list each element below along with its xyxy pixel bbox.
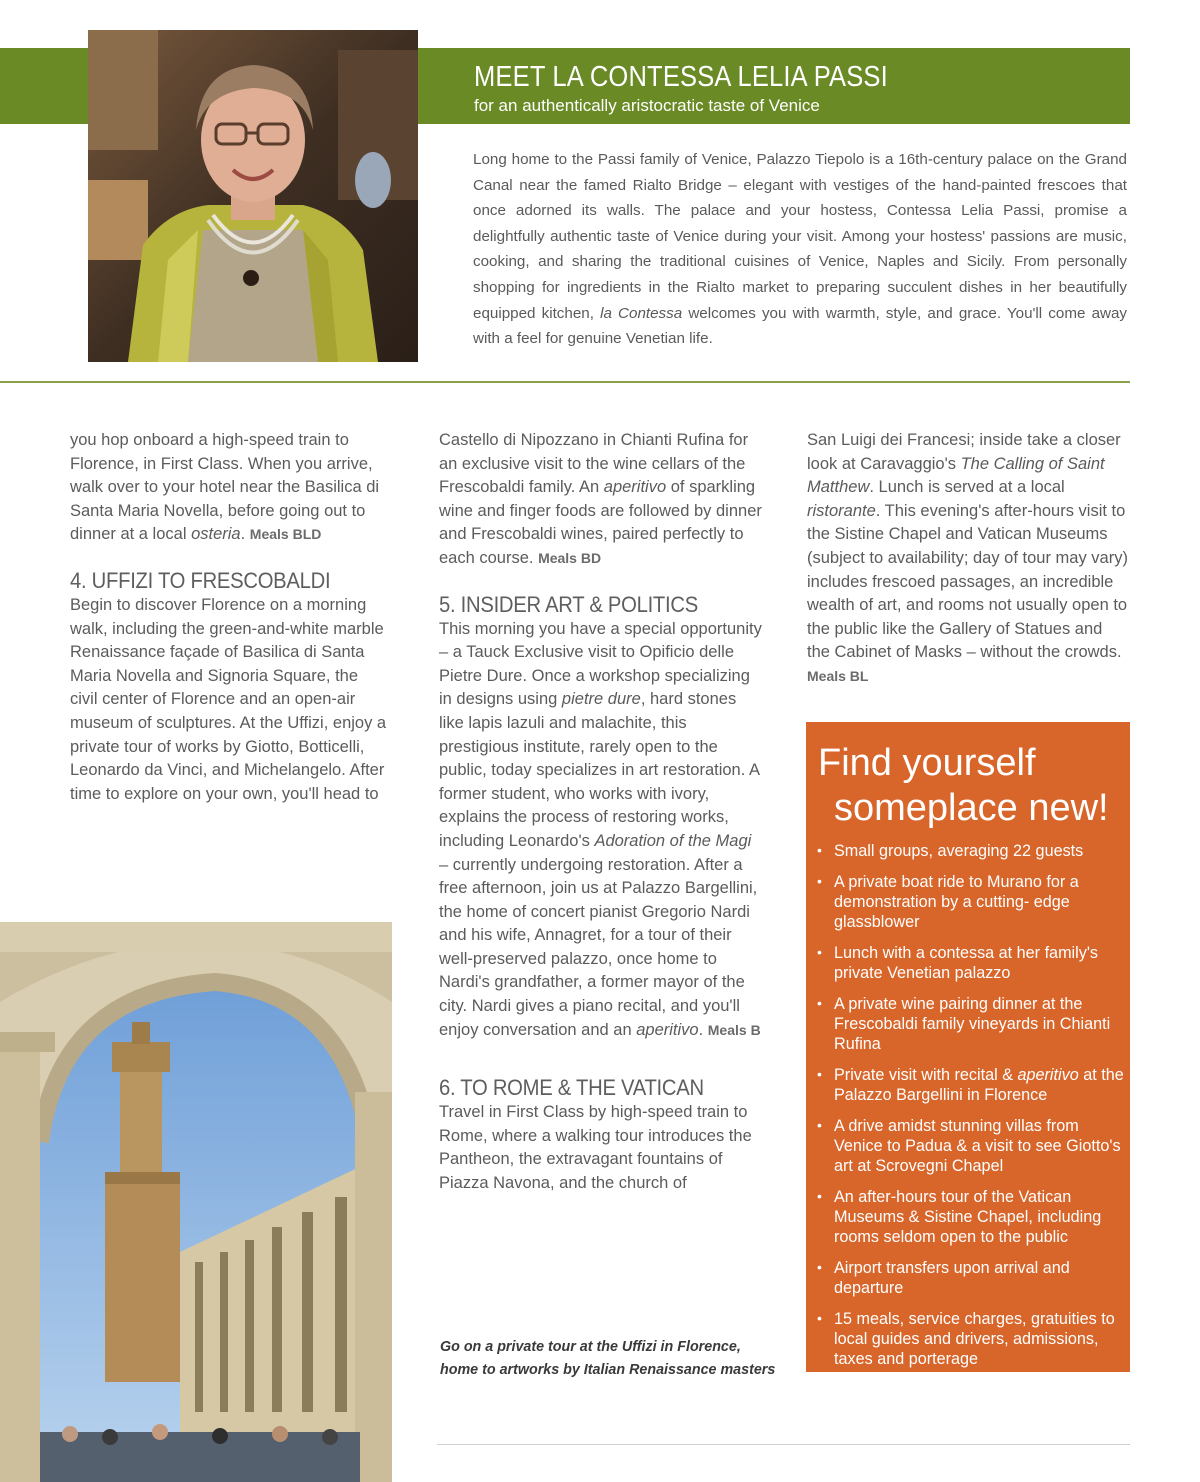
text: . [240, 525, 250, 544]
highlights-box [806, 722, 1130, 1372]
highlight-item: • Airport transfers upon arrival and departure [817, 1258, 1127, 1298]
emphasis: aperitivo [603, 478, 667, 497]
highlight-item: • A drive amidst stunning villas from Venice to Padua & a visit to see Giotto's art at Scrovegni Chapel [817, 1116, 1127, 1176]
text: Private visit with recital & [834, 1066, 1018, 1084]
section-title: MEET LA CONTESSA LELIA PASSI [474, 61, 888, 93]
text: Castello di Nipozzano in Chianti Rufina for an exclusive visit to the wine cellars of the Frescobaldi family. An [439, 431, 749, 497]
footer-divider [437, 1444, 1130, 1445]
caption-line-1: Go on a private tour at the Uffizi in Florence, [440, 1339, 741, 1355]
emphasis: ristorante [807, 501, 876, 520]
photo-caption [440, 1336, 780, 1382]
emphasis: The Calling of Saint Matthew [807, 454, 1105, 497]
highlights-title-line-2: someplace new! [834, 787, 1109, 829]
highlight-item: • 15 meals, service charges, gratuities to local guides and drivers, admissions, taxes and porterage [817, 1309, 1127, 1369]
highlight-item [817, 1065, 1127, 1105]
column-3 [807, 429, 1129, 689]
meals-label: Meals BL [807, 667, 869, 684]
text: . Lunch is served at a local [869, 478, 1065, 497]
day6-heading: 6. TO ROME & THE VATICAN [439, 1075, 704, 1101]
highlight-item: • An after-hours tour of the Vatican Museums & Sistine Chapel, including rooms seldom open to the public [817, 1187, 1127, 1247]
caption-line-2: home to artworks by Italian Renaissance masters [440, 1362, 776, 1378]
day6-continued-paragraph [807, 429, 1129, 689]
day4-heading: 4. UFFIZI TO FRESCOBALDI [70, 567, 331, 593]
text: – currently undergoing restoration. After a free afternoon, join us at Palazzo Bargellini, the home of concert pianist Gregorio Nardi and his wife, Annagret, for a tour of their well-preserved palazzo, once home to Nardi's grandfather, a former mayor of the city. Nardi gives a piano recital, and you'll enjoy conversation and an [439, 855, 758, 1039]
emphasis: aperitivo [636, 1020, 699, 1039]
emphasis: osteria [191, 525, 241, 544]
text: of sparkling wine and finger foods are followed by dinner and Frescobaldi wines, paired perfectly to each course. [439, 478, 762, 567]
emphasis: pietre dure [561, 690, 641, 709]
section-subtitle: for an authentically aristocratic taste of Venice [474, 96, 820, 115]
text: . This evening's after-hours visit to the Sistine Chapel and Vatican Museums (subject to availability; day of tour may vary) includes frescoed passages, an incredible wealth of art, and rooms not usually open to the public like the Gallery of Statues and the Cabinet of Masks – without the crowds. [807, 501, 1128, 662]
text: at the Palazzo Bargellini in Florence [834, 1066, 1124, 1104]
column-2 [439, 429, 764, 1196]
text: , hard stones like lapis lazuli and malachite, this prestigious institute, rarely open to the public, today specializes in art restoration. A former student, who works with ivory, explains the process of restoring works, including Leonardo's [439, 690, 760, 850]
emphasis: Adoration of the Magi [594, 831, 752, 850]
text: This morning you have a special opportunity – a Tauck Exclusive visit to Opificio delle Pietre Dure. Once a workshop specializing in designs using [439, 619, 762, 709]
contessa-portrait-photo [88, 30, 418, 362]
text: you hop onboard a high-speed train to Florence, in First Class. When you arrive, walk over to your hotel near the Basilica di Santa Maria Novella, before going out to dinner at a local [70, 431, 380, 544]
intro-text-1: Long home to the Passi family of Venice, Palazzo Tiepolo is a 16th-century palace on the Grand Canal near the famed Rialto Bridge – elegant with vestiges of the hand-painted frescoes that once adorned its walls. The palace and your hostess, Contessa Lelia Passi, promise a delightfully authentic taste of Venice during your visit. Among your hostess' passions are music, cooking, and sharing the traditional cuisines of Venice, Naples and Sicily. From personally shopping for ingredients in the Rialto market to preparing succulent dishes in her beautifully equipped kitchen, [473, 151, 1127, 322]
day3-paragraph [70, 429, 390, 547]
highlights-title-line-1: Find yourself [818, 742, 1036, 784]
highlights-list [817, 841, 1127, 1380]
emphasis: aperitivo [1017, 1066, 1079, 1084]
meals-label: Meals B [707, 1021, 761, 1038]
intro-emphasis: la Contessa [600, 304, 683, 322]
uffizi-photo [0, 922, 392, 1482]
intro-text-2: welcomes you with warmth, style, and grace. You'll come away with a feel for genuine Venetian life. [473, 304, 1128, 348]
text: San Luigi dei Francesi; inside take a closer look at Caravaggio's [807, 431, 1121, 473]
text: . [698, 1020, 708, 1039]
meals-label: Meals BLD [249, 526, 322, 543]
day4-paragraph: Begin to discover Florence on a morning walk, including the green-and-white marble Renaissance façade of Basilica di Santa Maria Novella and Signoria Square, the civil center of Florence and an open-air museum of sculptures. At the Uffizi, enjoy a private tour of works by Giotto, Botticelli, Leonardo da Vinci, and Michelangelo. After time to explore on your own, you'll head to [70, 595, 387, 803]
day4-continued-paragraph [439, 429, 764, 571]
section-divider [0, 381, 1130, 383]
intro-paragraph [473, 147, 1127, 352]
highlight-item: • Small groups, averaging 22 guests [817, 841, 1127, 861]
day5-heading: 5. INSIDER ART & POLITICS [439, 591, 698, 617]
column-1 [70, 429, 390, 806]
highlight-item: • A private wine pairing dinner at the Frescobaldi family vineyards in Chianti Rufina [817, 994, 1127, 1054]
highlight-item: • Lunch with a contessa at her family's private Venetian palazzo [817, 943, 1127, 983]
meals-label: Meals BD [538, 549, 602, 566]
highlight-item: • A private boat ride to Murano for a demonstration by a cutting- edge glassblower [817, 872, 1127, 932]
day5-paragraph [439, 618, 764, 1043]
day6-paragraph: Travel in First Class by high-speed train to Rome, where a walking tour introduces the Pantheon, the extravagant fountains of Piazza Navona, and the church of [439, 1103, 752, 1193]
